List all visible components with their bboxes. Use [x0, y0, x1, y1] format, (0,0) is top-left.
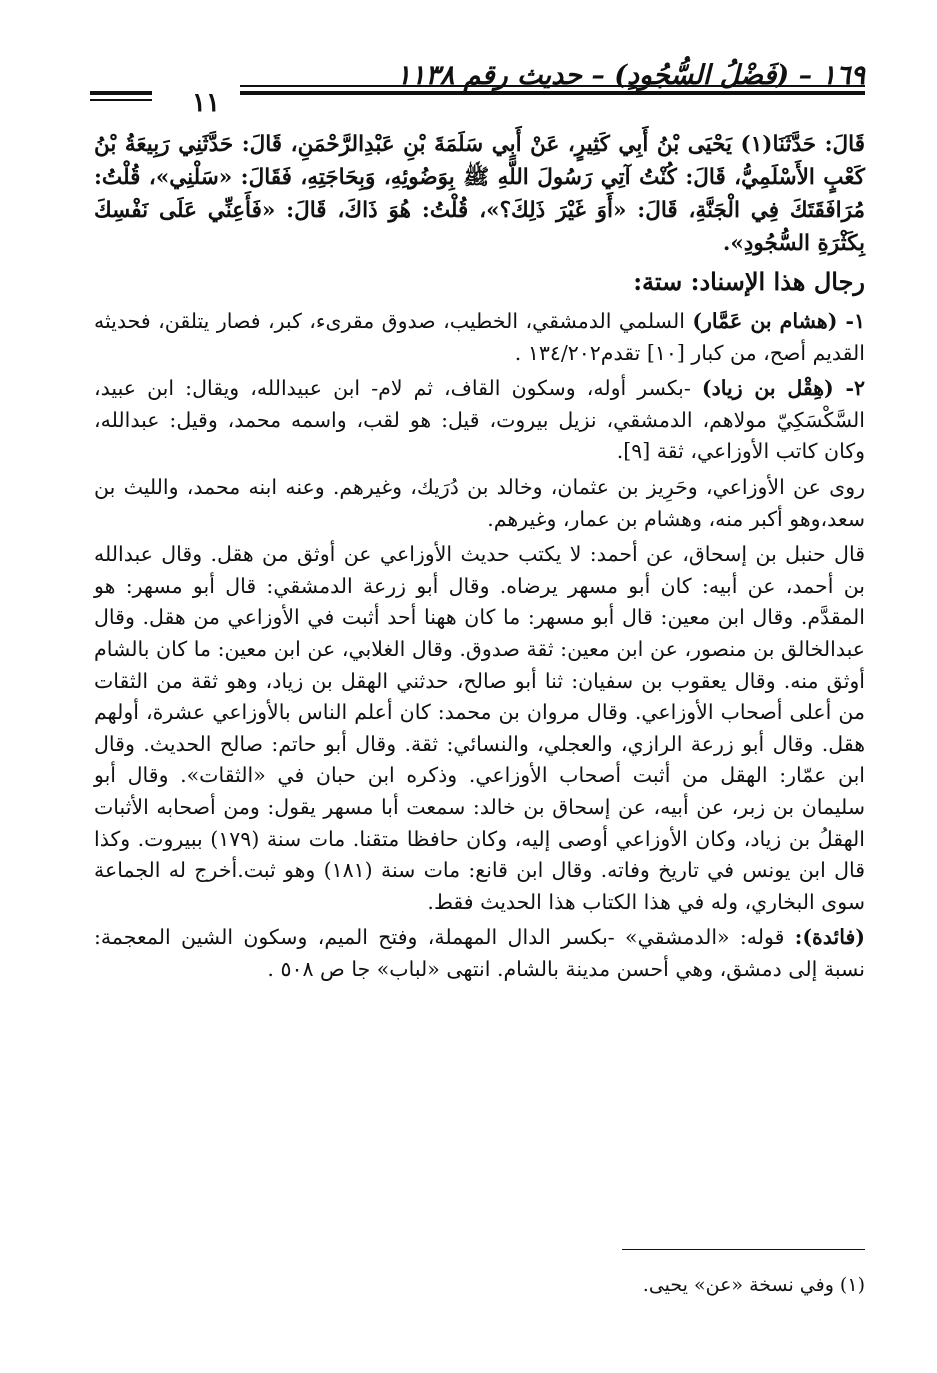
- narrator-label: ١- (هشام بن عَمَّار): [692, 309, 865, 333]
- section-heading: رجال هذا الإسناد: ستة:: [633, 267, 865, 296]
- main-text: [94, 128, 865, 985]
- header-rule-under-left: [90, 99, 152, 101]
- narrator-label: ٢- (هِقْل بن زياد): [701, 376, 865, 401]
- narrator-description: -بكسر أوله، وسكون القاف، ثم لام- ابن عبيدالله، ويقال: ابن عبيد، السَّكْسَكِيّ مولاهم، الدمشقي، نزيل بيروت، قيل: هو لقب، واسمه محمد، وقيل: عبدالله، وكان كاتب الأوزاعي، ثقة [٩].: [94, 376, 865, 464]
- faida-label: (فائدة):: [794, 925, 865, 950]
- hadith-text: قَالَ: حَدَّثَنَا(١) يَحْيَى بْنُ أَبِي كَثِيرٍ، عَنْ أَبِي سَلَمَةَ بْنِ عَبْدِالرَّحْمَنِ، قَالَ: حَدَّثَنِي رَبِيعَةُ بْنُ كَعْبٍ الأَسْلَمِيُّ، قَالَ: كُنْتُ آتِي رَسُولَ اللَّهِ ﷺ بِوَضُوئِهِ، وَبِحَاجَتِهِ، فَقَالَ: «سَلْنِي»، قُلْتُ: مُرَافَقَتَكَ فِي الْجَنَّةِ، قَالَ: «أَوَ غَيْرَ ذَلِكَ؟»، قُلْتُ: هُوَ ذَاكَ، قَالَ: «فَأَعِنِّي عَلَى نَفْسِكَ بِكَثْرَةِ السُّجُودِ».: [94, 132, 865, 256]
- footnote: (١) وفي نسخة «عن» يحيى.: [642, 1274, 865, 1296]
- narrator-entry: [94, 306, 865, 369]
- faida-note: [94, 922, 865, 985]
- narrator-description: السلمي الدمشقي، الخطيب، صدوق مقرىء، كبر، فصار يتلقن، فحديثه القديم أصح، من كبار [١٠] تقدم١٣٤/٢٠٢ .: [94, 309, 865, 365]
- page-header-title: ١٦٩ – (فَضْلُ السُّجُودِ) – حديث رقم ١١٣٨: [396, 60, 865, 91]
- body-paragraph: قال حنبل بن إسحاق، عن أحمد: لا يكتب حديث الأوزاعي عن أوثق من هقل. وقال عبدالله بن أحمد، عن أبيه: كان أبو مسهر يرضاه. وقال أبو زرعة الدمشقي: قال أبو مسهر: هو المقدَّم. وقال ابن معين: قال أبو مسهر: ما كان ههنا أحد أثبت في الأوزاعي من هقل. وقال عبدالخالق بن منصور، عن ابن معين: ثقة صدوق. وقال الغلابي، عن ابن معين: ما كان بالشام أوثق منه. وقال يعقوب بن سفيان: ثنا أبو صالح، حدثني الهقل بن زياد، وهو ثقة من الثقات من أعلى أصحاب الأوزاعي. وقال مروان بن محمد: كان أعلم الناس بالأوزاعي عشرة، أولهم هقل. وقال أبو زرعة الرازي، والعجلي، والنسائي: ثقة. وقال أبو حاتم: صالح الحديث. وقال ابن عمّار: الهقل من أثبت أصحاب الأوزاعي. وذكره ابن حبان في «الثقات». وقال أبو سليمان بن زبر، عن أبيه، عن إسحاق بن خالد: سمعت أبا مسهر يقول: ومن أصحابه الأثبات الهقلُ بن زياد، وكان الأوزاعي أوصى إليه، وكان حافظا متقنا. مات سنة (١٧٩) ببيروت. وكذا قال ابن يونس في تاريخ وفاته. وقال ابن قانع: مات سنة (١٨١) وهو ثبت.أخرج له الجماعة سوى البخاري، وله في هذا الكتاب هذا الحديث فقط.: [94, 542, 866, 914]
- footnote-separator: [622, 1249, 865, 1250]
- header-rule-top: [240, 85, 865, 87]
- narrator-entry: [94, 373, 865, 468]
- faida-text: قوله: «الدمشقي» -بكسر الدال المهملة، وفتح الميم، وسكون الشين المعجمة: نسبة إلى دمشق، وهي أحسن مدينة بالشام. انتهى «لباب» جا ص ٥٠٨ .: [94, 925, 865, 981]
- page-number: ١١: [192, 88, 220, 118]
- header-rule-bottom-left: [90, 91, 152, 95]
- header-rule-bottom-right: [240, 91, 865, 95]
- body-paragraph: روى عن الأوزاعي، وحَرِيز بن عثمان، وخالد بن دُرَيك، وغيرهم. وعنه ابنه محمد، والليث بن سعد،وهو أكبر منه، وهشام بن عمار، وغيرهم.: [94, 474, 865, 531]
